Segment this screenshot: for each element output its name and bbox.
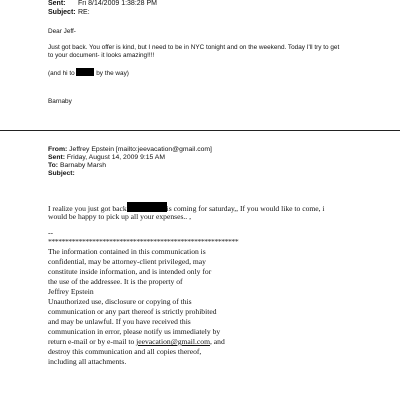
disclaimer-line-5: Jeffrey Epstein bbox=[48, 287, 94, 296]
disclaimer-line-7: communication or any part thereof is strictly prohibited bbox=[48, 307, 217, 316]
disclaimer-line-2: confidential, may be attorney-client privileged, may bbox=[48, 257, 206, 266]
reply-line-1: Just got back. You offer is kind, but I need to be in NYC tonight and on the weekend. Today I'll try to get bbox=[48, 44, 340, 51]
redaction-box bbox=[76, 68, 94, 76]
asterisk-separator: ******************************************************** bbox=[48, 237, 239, 246]
orig-subject-row bbox=[48, 170, 75, 178]
disclaimer-line-3: constitute inside information, and is intended only for bbox=[48, 267, 212, 276]
sent-row bbox=[48, 0, 157, 7]
message-line-2: would be happy to pick up all your expenses.. , bbox=[48, 212, 191, 221]
from-row bbox=[48, 146, 212, 154]
aside-post: by the way) bbox=[96, 70, 129, 77]
disclaimer-line-8: and may be unlawful. If you have received this bbox=[48, 317, 191, 326]
reply-greeting: Dear Jeff- bbox=[48, 28, 76, 35]
aside-pre: (and hi to bbox=[48, 70, 75, 77]
message-pre: I realize you just got back bbox=[48, 204, 127, 213]
message-post: is coming for saturday,, If you would like to come, i bbox=[166, 204, 325, 213]
to-value: Barnaby Marsh bbox=[59, 162, 107, 169]
sent-label: Sent: bbox=[48, 0, 66, 7]
disclaimer-line-10 bbox=[48, 337, 225, 347]
section-divider bbox=[0, 130, 400, 131]
redaction-box bbox=[127, 202, 167, 212]
email-link[interactable]: jeevacation@gmail.com bbox=[136, 337, 210, 346]
from-value: Jeffrey Epstein [mailto:jeevacation@gmail.com] bbox=[69, 146, 212, 153]
from-label: From: bbox=[48, 146, 68, 153]
to-row bbox=[48, 162, 106, 170]
orig-subject-label: Subject: bbox=[48, 170, 75, 177]
reply-signature: Barnaby bbox=[48, 98, 72, 105]
orig-sent-label: Sent: bbox=[48, 154, 65, 161]
subject-value: RE: bbox=[78, 9, 90, 16]
subject-label: Subject: bbox=[48, 9, 76, 16]
disclaimer-line-4: the use of the addressee. It is the property of bbox=[48, 277, 183, 286]
disclaimer-line-11: destroy this communication and all copies thereof, bbox=[48, 347, 202, 356]
reply-aside bbox=[48, 68, 129, 78]
return-pre: return e-mail or by e-mail to bbox=[48, 337, 137, 346]
disclaimer-line-1: The information contained in this communication is bbox=[48, 247, 206, 256]
disclaimer-line-6: Unauthorized use, disclosure or copying of this bbox=[48, 297, 192, 306]
disclaimer-line-9: communication in error, please notify us immediately by bbox=[48, 327, 221, 336]
orig-sent-value: Friday, August 14, 2009 9:15 AM bbox=[66, 154, 166, 161]
disclaimer-line-12: including all attachments. bbox=[48, 357, 127, 366]
reply-line-2: to your document- it looks amazing!!!! bbox=[48, 52, 155, 59]
signature-dashes: -- bbox=[48, 228, 54, 237]
return-post: , and bbox=[209, 337, 225, 346]
subject-row bbox=[48, 9, 90, 16]
orig-sent-row bbox=[48, 154, 165, 162]
to-label: To: bbox=[48, 162, 59, 169]
sent-value: Fri 8/14/2009 1:38:28 PM bbox=[78, 0, 157, 7]
